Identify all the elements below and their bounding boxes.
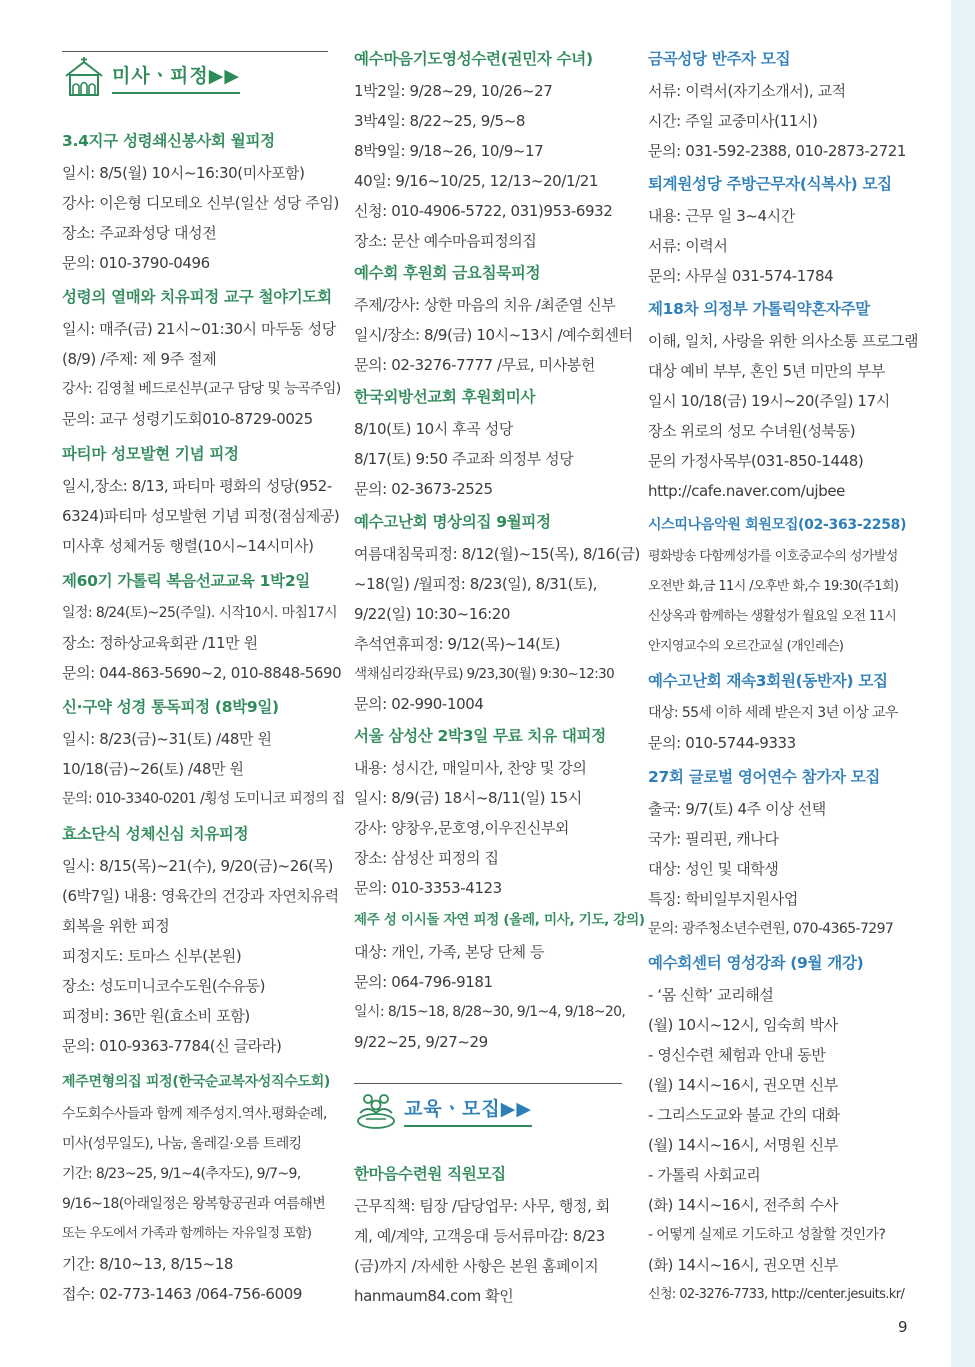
notice-line: 일시,장소: 8/13, 파티마 평화의 성당(952- <box>62 477 332 495</box>
notice-item <box>648 173 913 291</box>
notice-title: 파티마 성모발현 기념 피정 <box>62 445 239 463</box>
section-rule <box>354 1083 622 1084</box>
notice-line: 대상: 개인, 가족, 본당 단체 등 <box>354 943 545 961</box>
notice-line: 근무직책: 팀장 /담당업무: 사무, 행정, 회 <box>354 1197 610 1215</box>
notice-line: 문의: 010-5744-9333 <box>648 734 796 752</box>
notice-line: 내용: 성시간, 매일미사, 찬양 및 강의 <box>354 759 587 777</box>
notice-line: 8박9일: 9/18~26, 10/9~17 <box>354 142 544 160</box>
section-title: 미사ㆍ피정▶▶ <box>112 61 240 94</box>
notice-item <box>354 725 622 903</box>
notice-line: 일시: 8/15(목)~21(수), 9/20(금)~26(목) <box>62 857 333 875</box>
notice-line: 여름대침묵피정: 8/12(월)~15(목), 8/16(금) <box>354 545 640 563</box>
notice-item <box>62 286 341 434</box>
notice-item <box>354 1163 622 1311</box>
notice-line: 문의 가정사목부(031-850-1448) <box>648 452 864 470</box>
notice-line: 1박2일: 9/28~29, 10/26~27 <box>354 82 553 100</box>
notice-item <box>62 443 340 561</box>
notice-line: 대상: 55세 이하 세례 받은지 3년 이상 교우 <box>648 705 898 721</box>
notice-title: 성령의 열매와 치유피정 교구 철야기도회 <box>62 288 332 306</box>
notice-title: 금곡성당 반주자 모집 <box>648 50 791 68</box>
notice-line: 색채심리강좌(무료) 9/23,30(월) 9:30~12:30 <box>354 666 615 682</box>
signup-link[interactable]: 신청: 02-3276-7733, http://center.jesuits.kr/ <box>648 1287 905 1302</box>
notice-line: 장소: 삼성산 피정의 집 <box>354 849 499 867</box>
notice-item <box>648 514 913 662</box>
notice-line: 장소: 성도미니코수도원(수유동) <box>62 977 266 995</box>
notice-line: 8/17(토) 9:50 주교좌 의정부 성당 <box>354 450 574 468</box>
notice-line: 일정: 8/24(토)~25(주일). 시작10시. 마침17시 <box>62 605 337 621</box>
notice-line: 특징: 학비일부지원사업 <box>648 890 798 908</box>
notice-line: (월) 14시~16시, 권오면 신부 <box>648 1076 838 1094</box>
notice-line: 문의: 사무실 031-574-1784 <box>648 267 834 285</box>
notice-line: 문의: 010-3790-0496 <box>62 254 210 272</box>
notice-item <box>62 696 345 814</box>
notice-line: 강사: 양창우,문호영,이우진신부외 <box>354 819 570 837</box>
notice-line: 문의: 031-592-2388, 010-2873-2721 <box>648 142 907 160</box>
notice-title: 27회 글로벌 영어연수 참가자 모집 <box>648 768 881 786</box>
notice-line: 6324)파티마 성모발현 기념 피정(점심제공) <box>62 507 340 525</box>
notice-line: 8/10(토) 10시 후곡 성당 <box>354 420 513 438</box>
notice-item <box>648 670 913 758</box>
notice-item <box>354 909 645 1057</box>
notice-title: 한마음수련원 직원모집 <box>354 1165 506 1183</box>
notice-title: 효소단식 성체신심 치유피정 <box>62 825 249 843</box>
notice-line: 강사: 김영철 베드로신부(교구 담당 및 능곡주임) <box>62 381 341 397</box>
notice-line: 9/16~18(아래일정은 왕복항공권과 여름해변 <box>62 1196 326 1212</box>
notice-line: 미사후 성체거동 행렬(10시~14시미사) <box>62 537 314 555</box>
notice-title: 한국외방선교회 후원회미사 <box>354 388 536 406</box>
notice-line: 수도회수사들과 함께 제주성지.역사.평화순례, <box>62 1106 327 1122</box>
notice-line: hanmaum84.com 확인 <box>354 1287 514 1305</box>
section-title: 교육ㆍ모집▶▶ <box>404 1094 532 1127</box>
notice-item <box>648 298 919 506</box>
notice-title: 예수마음기도영성수련(권민자 수녀) <box>354 50 593 68</box>
notice-line: 주제/강사: 상한 마음의 치유 /최준열 신부 <box>354 296 616 314</box>
cafe-link[interactable]: http://cafe.naver.com/ujbee <box>648 482 845 500</box>
notice-line: 내용: 근무 일 3~4시간 <box>648 207 795 225</box>
notice-title: 예수회센터 영성강좌 (9월 개강) <box>648 954 864 972</box>
notice-line: 장소: 정하상교육회관 /11만 원 <box>62 634 258 652</box>
notice-item <box>62 823 339 1061</box>
notice-line: (화) 14시~16시, 권오면 신부 <box>648 1256 838 1274</box>
notice-line: 평화방송 다함께성가를 이호중교수의 성가발성 <box>648 549 898 564</box>
notice-line: 일시: 8/23(금)~31(토) /48만 원 <box>62 730 272 748</box>
notice-line: 일시: 8/15~18, 8/28~30, 9/1~4, 9/18~20, <box>354 1004 626 1020</box>
notice-line: 문의: 064-796-9181 <box>354 973 493 991</box>
notice-line: (6박7일) 내용: 영육간의 건강과 자연치유력 <box>62 887 339 905</box>
notice-line: 또는 우도에서 가족과 함께하는 자유일정 포함) <box>62 1226 312 1241</box>
notice-item <box>354 48 622 256</box>
notice-line: - 그리스도교와 불교 간의 대화 <box>648 1106 840 1124</box>
notice-line: - ‘몸 신학’ 교리해설 <box>648 986 774 1004</box>
notice-title: 제18차 의정부 가톨릭약혼자주말 <box>648 300 870 318</box>
notice-title: 퇴계원성당 주방근무자(식복사) 모집 <box>648 175 892 193</box>
notice-title: 제주면형의집 피정(한국순교복자성직수도회) <box>62 1074 331 1090</box>
notice-line: (월) 10시~12시, 임숙희 박사 <box>648 1016 838 1034</box>
notice-line: 문의: 02-3276-7777 /무료, 미사봉헌 <box>354 356 595 374</box>
notice-line: 문의: 044-863-5690~2, 010-8848-5690 <box>62 664 342 682</box>
notice-line: 40일: 9/16~10/25, 12/13~20/1/21 <box>354 172 599 190</box>
notice-line: 일시: 매주(금) 21시~01:30시 마두동 성당 <box>62 320 336 338</box>
notice-line: 문의: 02-3673-2525 <box>354 480 493 498</box>
notice-line: 서류: 이력서(자기소개서), 교적 <box>648 82 846 100</box>
notice-line: 서류: 이력서 <box>648 237 728 255</box>
notice-line: 일시: 8/5(월) 10시~16:30(미사포함) <box>62 164 305 182</box>
notice-item <box>354 262 633 380</box>
section-header-mass-retreat <box>62 56 240 98</box>
church-icon <box>62 56 106 98</box>
notice-line: 국가: 필리핀, 캐나다 <box>648 830 779 848</box>
page-edge-band <box>951 0 975 1367</box>
notice-line: 기간: 8/23~25, 9/1~4(추자도), 9/7~9, <box>62 1166 301 1182</box>
notice-line: 9/22~25, 9/27~29 <box>354 1033 488 1051</box>
notice-line: 장소: 주교좌성당 대성전 <box>62 224 217 242</box>
notice-line: 오전반 화,금 11시 /오후반 화,수 19:30(주1회) <box>648 579 899 594</box>
notice-line: (월) 14시~16시, 서명원 신부 <box>648 1136 838 1154</box>
notice-line: 10/18(금)~26(토) /48만 원 <box>62 760 244 778</box>
notice-line: 문의: 02-990-1004 <box>354 695 484 713</box>
notice-line: (금)까지 /자세한 사항은 본원 홈페이지 <box>354 1257 599 1275</box>
notice-line: 문의: 교구 성령기도회010-8729-0025 <box>62 410 313 428</box>
notice-title: 제주 성 이시돌 자연 피정 (올레, 미사, 기도, 강의) <box>354 912 645 928</box>
notice-item <box>648 952 913 1310</box>
notice-line: 피정비: 36만 원(효소비 포함) <box>62 1007 250 1025</box>
column-rule <box>62 51 328 52</box>
notice-title: 시스띠나음악원 회원모집(02-363-2258) <box>648 517 907 533</box>
notice-line: 장소 위로의 성모 수녀원(성북동) <box>648 422 856 440</box>
notice-line: 대상: 성인 및 대학생 <box>648 860 779 878</box>
notice-item <box>62 130 339 278</box>
notice-line: 계, 예/계약, 고객응대 등서류마감: 8/23 <box>354 1227 605 1245</box>
notice-title: 예수고난회 재속3회원(동반자) 모집 <box>648 672 888 690</box>
notice-line: 신청: 010-4906-5722, 031)953-6932 <box>354 202 613 220</box>
notice-line: 문의: 010-3340-0201 /횡성 도미니코 피정의 집 <box>62 791 345 807</box>
notice-title: 제60기 가톨릭 복음선교교육 1박2일 <box>62 572 310 590</box>
notice-line: 9/22(일) 10:30~16:20 <box>354 605 511 623</box>
notice-item <box>62 1071 331 1309</box>
notice-line: 신상옥과 함께하는 생활성가 월요일 오전 11시 <box>648 609 897 624</box>
notice-line: 추석연휴피정: 9/12(목)~14(토) <box>354 635 561 653</box>
notice-line: 3박4일: 8/22~25, 9/5~8 <box>354 112 526 130</box>
people-icon <box>354 1089 398 1131</box>
notice-line: 피정지도: 토마스 신부(본원) <box>62 947 242 965</box>
page-number: 9 <box>898 1318 908 1336</box>
notice-line: 일시: 8/9(금) 18시~8/11(일) 15시 <box>354 789 582 807</box>
notice-line: 출국: 9/7(토) 4주 이상 선택 <box>648 800 826 818</box>
notice-line: 회복을 위한 피정 <box>62 917 170 935</box>
section-header-education-recruitment <box>354 1089 532 1131</box>
notice-line: 접수: 02-773-1463 /064-756-6009 <box>62 1285 302 1303</box>
notice-line: 문의: 010-3353-4123 <box>354 879 502 897</box>
notice-line: 대상 예비 부부, 혼인 5년 미만의 부부 <box>648 362 885 380</box>
notice-title: 3.4지구 성령쇄신봉사회 월피정 <box>62 132 275 150</box>
notice-line: 일시/장소: 8/9(금) 10시~13시 /예수회센터 <box>354 326 633 344</box>
notice-line: (8/9) /주제: 제 9주 절제 <box>62 350 217 368</box>
notice-line: - 어떻게 실제로 기도하고 성찰할 것인가? <box>648 1227 886 1243</box>
notice-item <box>354 386 622 504</box>
notice-item <box>354 511 640 719</box>
notice-line: 일시 10/18(금) 19시~20(주일) 17시 <box>648 392 890 410</box>
notice-line: 문의: 010-9363-7784(신 글라라) <box>62 1037 282 1055</box>
notice-title: 서울 삼성산 2박3일 무료 치유 대피정 <box>354 727 606 745</box>
notice-line: 문의: 광주청소년수련원, 070-4365-7297 <box>648 921 894 937</box>
notice-title: 예수회 후원회 금요침묵피정 <box>354 264 541 282</box>
notice-item <box>648 766 913 944</box>
notice-line: 시간: 주일 교중미사(11시) <box>648 112 818 130</box>
notice-line: (화) 14시~16시, 전주희 수사 <box>648 1196 838 1214</box>
notice-line: 안지영교수의 오르간교실 (개인레슨) <box>648 639 844 654</box>
notice-title: 예수고난회 명상의집 9월피정 <box>354 513 551 531</box>
notice-line: - 가톨릭 사회교리 <box>648 1166 761 1184</box>
notice-item <box>648 48 913 166</box>
notice-title: 신·구약 성경 통독피정 (8박9일) <box>62 698 279 716</box>
notice-line: - 영신수련 체험과 안내 동반 <box>648 1046 826 1064</box>
notice-line: 기간: 8/10~13, 8/15~18 <box>62 1255 234 1273</box>
notice-line: 강사: 이은형 디모테오 신부(일산 성당 주임) <box>62 194 339 212</box>
notice-line: 장소: 문산 예수마음피정의집 <box>354 232 537 250</box>
notice-line: ~18(일) /월피정: 8/23(일), 8/31(토), <box>354 575 598 593</box>
notice-item <box>62 570 342 688</box>
notice-line: 미사(성무일도), 나눔, 올레길·오름 트레킹 <box>62 1136 302 1152</box>
notice-line: 이해, 일치, 사랑을 위한 의사소통 프로그램 <box>648 332 919 350</box>
